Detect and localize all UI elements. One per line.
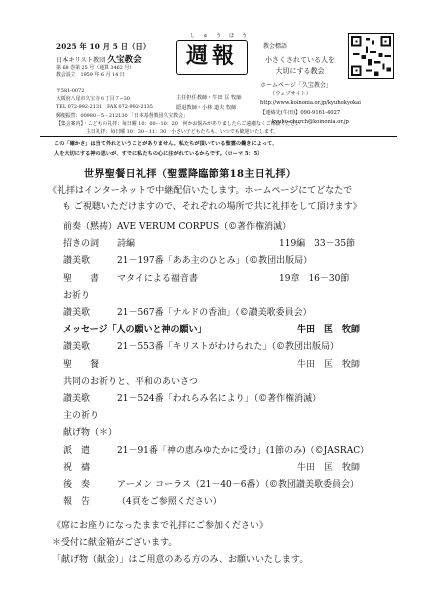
worship-item bbox=[63, 236, 356, 250]
contact-info bbox=[260, 81, 361, 127]
notice-line-2: 人を大切にする神の思いが、すでに私たちの心に注がれているからです。（ローマ 5：5） bbox=[54, 150, 263, 157]
worship-item bbox=[63, 374, 198, 387]
worship-item bbox=[63, 494, 222, 508]
footer-line-3: 「献げ物（献金）」はご用意のある方のみ、お願いいたします。 bbox=[52, 555, 309, 565]
worship-item bbox=[63, 322, 361, 336]
worship-item-content: 21－567番「ナルドの香油」（©讃美歌委員会） bbox=[117, 308, 312, 318]
worship-item-content: 詩編 bbox=[117, 239, 136, 250]
issue-number: 第 68 巻第 25 号（通算 3462 号） bbox=[56, 65, 135, 71]
service-guide: 主日礼拝：毎日曜 10：30－11：30 小さい子どもたちも、いつでも歓迎いたします。 bbox=[86, 129, 279, 135]
homepage-label: ホームページ「久宝教会」 bbox=[260, 82, 332, 89]
worship-item bbox=[63, 443, 370, 456]
worship-item bbox=[63, 339, 339, 353]
worship-item-label: 祝 禱 bbox=[63, 462, 91, 473]
motto-line-1: 小さくされている人を bbox=[265, 56, 335, 64]
meeting-guide: 【集会案内】・こどもの礼拝：毎日曜 10：00－10：20 何かお悩みがありましたらご遠慮なくご相談ください bbox=[56, 121, 301, 127]
website-label: （ウェブサイト） bbox=[270, 91, 311, 98]
worship-item-content: （4頁をご参照ください） bbox=[117, 497, 222, 508]
worship-item-label: 讃美歌 bbox=[63, 394, 91, 404]
church-name: 久宝教会 bbox=[107, 55, 142, 65]
worship-item-label: 献げ物（＊） bbox=[63, 428, 118, 439]
worship-item-content: マタイによる福音書 bbox=[117, 273, 198, 284]
worship-item bbox=[63, 305, 312, 318]
denomination: 日本キリスト教団 bbox=[56, 57, 106, 64]
chief-pastor: 主任担任教師・牛田 匡 牧師 bbox=[176, 95, 242, 101]
worship-item bbox=[63, 391, 322, 404]
worship-item-label: 聖 餐 bbox=[63, 359, 100, 370]
contact-email[interactable]: kyuho-church@koinonia.or.jp bbox=[272, 118, 349, 125]
bulletin-logo: 週報 bbox=[176, 40, 248, 75]
worship-item-label: 主の祈り bbox=[63, 411, 100, 422]
worship-item-content: 21－197番「ああ主のひとみ」（©教団出版局） bbox=[117, 256, 313, 267]
worship-item-label: 前奏（黙祷） bbox=[63, 222, 118, 232]
worship-item-label: 讃美歌 bbox=[63, 342, 91, 353]
worship-item-extra: 牛田 匡 牧師 bbox=[297, 462, 361, 473]
contact-phone: 【連絡先(牛田)】090-9161-4027 bbox=[260, 109, 341, 116]
footer-line-1: 《席にお座りになったままで礼拝にご参加ください》 bbox=[52, 521, 269, 531]
worship-item-label: お祈り bbox=[63, 290, 91, 301]
worship-item-extra: 牛田 匡 牧師 bbox=[297, 359, 361, 370]
footer-line-2: ＊受付に献金箱がございます。 bbox=[52, 538, 178, 548]
worship-item-label: メッセージ「人の願いと神の願い」 bbox=[63, 325, 207, 336]
worship-item-label: 聖 書 bbox=[63, 273, 100, 284]
postal-transfer: 郵便振替：00980－5－212130 「日本基督教団久宝教会」 bbox=[56, 113, 188, 119]
worship-item bbox=[63, 477, 360, 490]
logo-kana: しゅうほう bbox=[190, 33, 256, 39]
notice-line-1: この「確かさ」は当て外れということがありません。私たちが頂いている聖霊の働きによって、 bbox=[54, 141, 278, 147]
divider bbox=[40, 136, 397, 137]
worship-item-content: 21－553番「キリストがわけられた」（©教団出版局） bbox=[117, 342, 339, 353]
worship-item bbox=[63, 253, 313, 267]
worship-item-extra: 19章 16－30節 bbox=[279, 273, 350, 284]
worship-item-label: 共同のお祈りと、平和のあいさつ bbox=[63, 376, 199, 387]
tel-fax: TEL 072-992-2131 FAX 072-992-2135 bbox=[56, 104, 153, 110]
intro-line-2: も ご視聴いただけますので、それぞれの場所で共に礼拝をして頂けます》 bbox=[62, 202, 362, 212]
worship-item-label: 後 奏 bbox=[63, 480, 91, 490]
worship-item bbox=[63, 288, 90, 301]
motto-heading: 教会標語 bbox=[263, 43, 288, 50]
postal-code: 〒581-0072 bbox=[56, 88, 85, 94]
worship-item-extra: 119編 33－35節 bbox=[279, 239, 356, 250]
worship-item bbox=[63, 408, 99, 421]
worship-item-label: 派 遣 bbox=[63, 445, 91, 456]
qr-code-icon[interactable] bbox=[348, 33, 394, 79]
worship-item-content: AVE VERUM CORPUS（©著作権消滅） bbox=[117, 222, 292, 232]
emeritus-pastor: 隠退教師・小林 道夫 牧師 bbox=[176, 105, 237, 111]
founded-date: 教会設立 1959 年 6 月 14 日 bbox=[56, 72, 125, 78]
worship-item-content: 21－524番「われらみ名により」（©著作権消滅） bbox=[117, 394, 322, 404]
worship-item-extra: 牛田 匡 牧師 bbox=[297, 325, 361, 336]
worship-item-label: 讃美歌 bbox=[63, 308, 91, 318]
bulletin-date: 2025 年 10 月 5 日（日） bbox=[56, 42, 151, 51]
pastor-info bbox=[176, 93, 242, 113]
worship-item bbox=[63, 357, 361, 370]
worship-item bbox=[63, 219, 292, 232]
scripture-notice bbox=[54, 140, 277, 159]
worship-item bbox=[63, 271, 350, 284]
service-title: 世界聖餐日礼拝（聖霊降臨節第18主日礼拝） bbox=[84, 169, 297, 180]
motto-line-2: 大切にする教会 bbox=[275, 67, 325, 75]
worship-item-content: 21－91番「神の恵みゆたかに受け」(1節のみ)（©JASRAC） bbox=[117, 445, 370, 456]
worship-item bbox=[63, 460, 361, 473]
church-identity bbox=[56, 53, 142, 65]
worship-item-content: アーメン コーラス（21－40－6番）（©教団讃美歌委員会） bbox=[117, 480, 360, 490]
worship-item-label: 報 告 bbox=[63, 497, 91, 508]
church-address: 大阪府八尾市久宝寺６丁目７−30 bbox=[56, 96, 130, 102]
intro-line-1: 《礼拝はインターネットで中継配信いたします。ホームページにてどなたで bbox=[48, 186, 353, 196]
worship-item bbox=[63, 425, 117, 438]
worship-item-label: 讃美歌 bbox=[63, 256, 91, 267]
website-url[interactable]: http://www.koinonia.or.jp/kyuhokyokai bbox=[260, 100, 361, 107]
worship-item-label: 招きの詞 bbox=[63, 239, 100, 250]
church-motto bbox=[260, 55, 340, 77]
